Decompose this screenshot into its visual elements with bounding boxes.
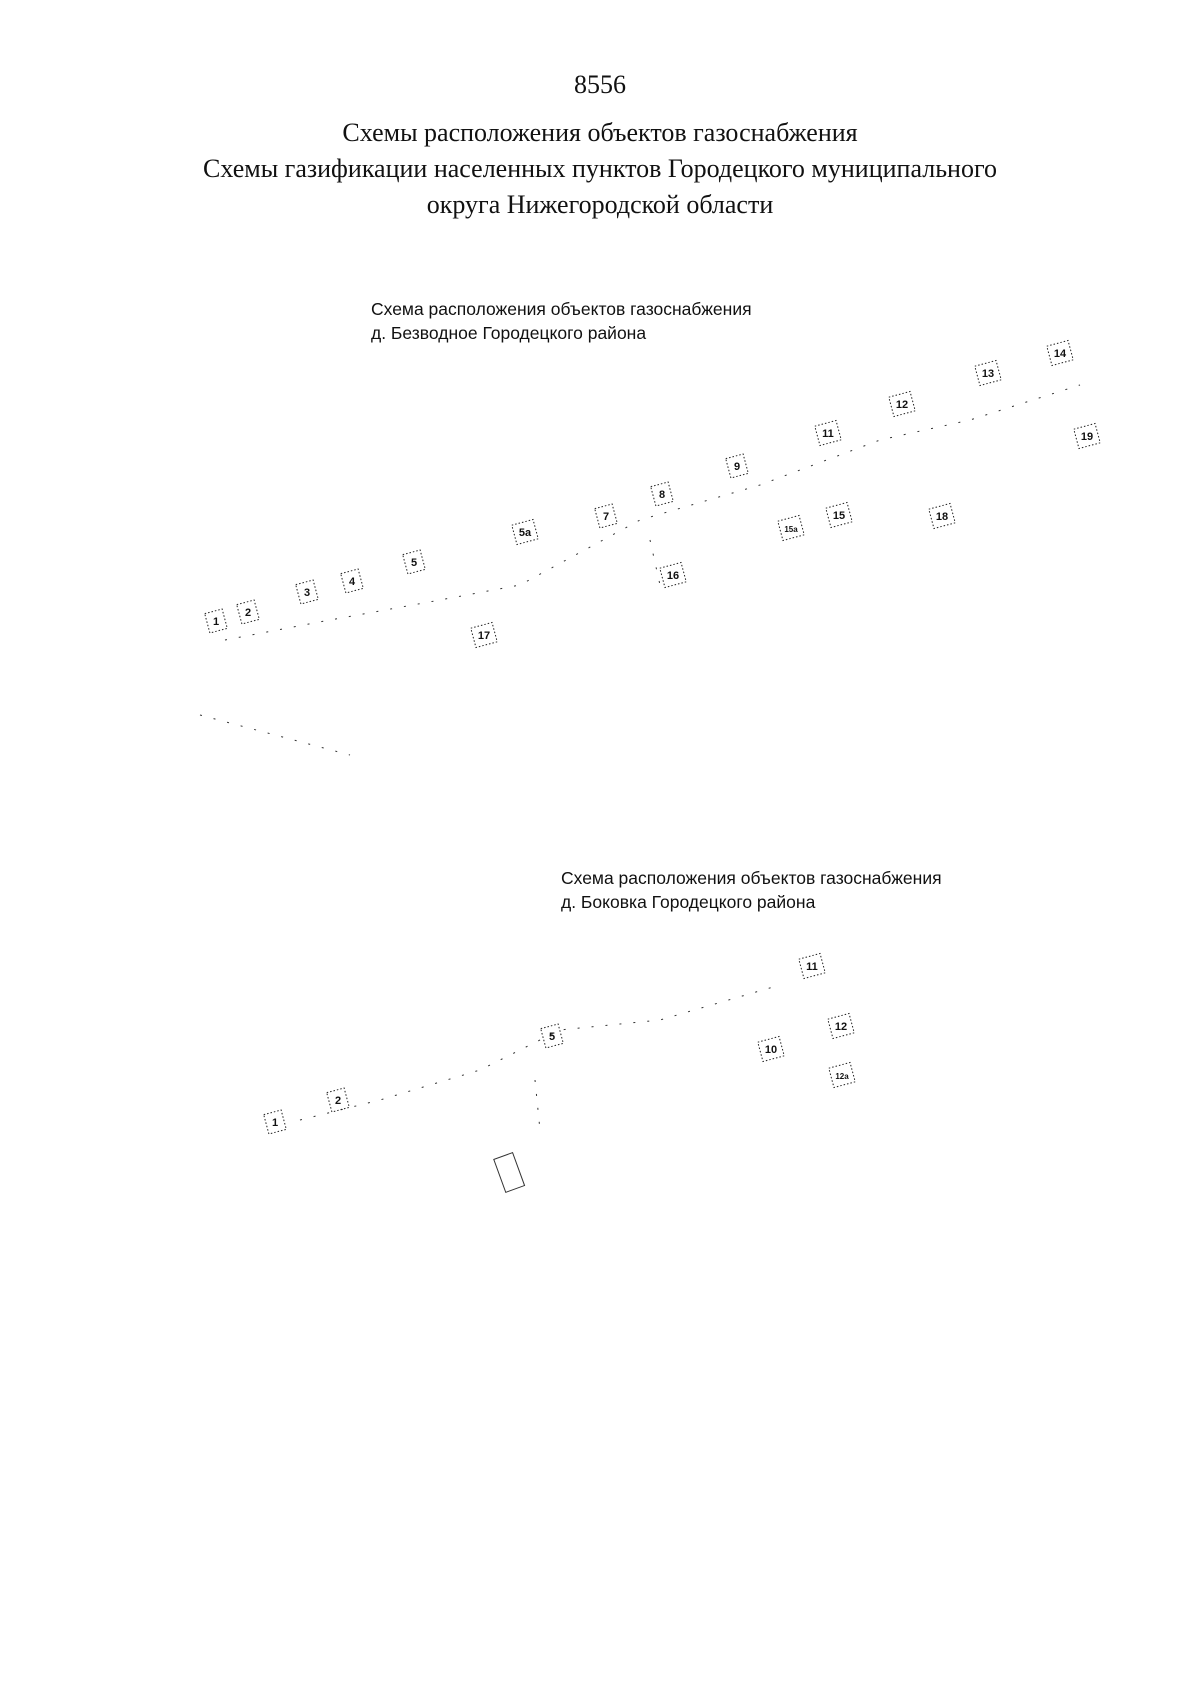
house-marker <box>205 609 228 633</box>
house-marker <box>778 515 804 540</box>
house-number: 15а <box>784 525 798 534</box>
document-heading-line-2: Схемы газификации населенных пунктов Городецкого муниципального <box>203 154 997 183</box>
document-heading-line-1: Схемы расположения объектов газоснабжения <box>342 118 858 147</box>
scheme-title-line-1: Схема расположения объектов газоснабжения <box>371 299 752 319</box>
house-number: 9 <box>733 461 741 473</box>
house-number: 18 <box>935 511 949 523</box>
house-marker <box>726 454 749 478</box>
house-marker <box>799 953 825 978</box>
house-number: 17 <box>477 630 491 642</box>
house-marker <box>1047 340 1073 365</box>
house-number: 5а <box>518 527 532 539</box>
house-marker <box>327 1088 350 1112</box>
house-number: 2 <box>334 1095 342 1107</box>
house-number: 2 <box>244 607 252 619</box>
house-number: 14 <box>1053 348 1067 360</box>
house-marker <box>828 1013 854 1038</box>
main-street-bokovka <box>300 985 780 1120</box>
main-street-bezvodnoe <box>225 385 1080 640</box>
house-marker <box>758 1036 784 1061</box>
house-marker <box>471 622 497 647</box>
page-number: 8556 <box>574 70 626 99</box>
house-number: 5 <box>410 557 418 569</box>
house-number: 7 <box>602 511 610 523</box>
house-number: 3 <box>303 587 311 599</box>
house-marker <box>660 562 686 587</box>
house-number: 4 <box>348 576 356 588</box>
house-marker <box>815 420 841 445</box>
building-outline <box>494 1153 525 1193</box>
house-marker <box>541 1024 564 1048</box>
house-marker <box>341 569 364 593</box>
house-number: 1 <box>271 1117 279 1129</box>
house-marker <box>975 360 1001 385</box>
street-lines <box>200 385 1080 1130</box>
scheme-title-line-1: Схема расположения объектов газоснабжения <box>561 868 942 888</box>
house-marker <box>296 580 319 604</box>
scheme-title-bezvodnoe <box>371 297 752 345</box>
house-marker <box>237 600 260 624</box>
houses-bezvodnoe <box>205 340 1100 647</box>
house-number: 16 <box>666 570 680 582</box>
house-number: 10 <box>764 1044 778 1056</box>
house-number: 11 <box>822 428 834 440</box>
house-marker <box>595 504 618 528</box>
scheme-title-line-2: д. Боковка Городецкого района <box>561 892 816 912</box>
scheme-title-line-2: д. Безводное Городецкого района <box>371 323 647 343</box>
side-street-bezvodnoe <box>650 540 660 585</box>
houses-bokovka <box>264 953 855 1133</box>
house-marker <box>829 1062 855 1087</box>
house-marker <box>929 503 955 528</box>
house-marker <box>826 502 852 527</box>
house-number: 19 <box>1080 431 1094 443</box>
side-street-bezvodnoe <box>200 715 350 755</box>
house-marker <box>889 391 915 416</box>
house-number: 1 <box>212 616 220 628</box>
scheme-title-bokovka <box>561 866 942 914</box>
side-street-bokovka <box>535 1080 540 1130</box>
house-number: 12 <box>834 1021 848 1033</box>
house-marker <box>403 550 426 574</box>
house-marker <box>1074 423 1100 448</box>
house-marker <box>512 519 538 544</box>
house-number: 11 <box>806 961 818 973</box>
house-number: 15 <box>832 510 846 522</box>
document-heading-line-3: округа Нижегородской области <box>426 190 774 219</box>
house-marker <box>651 482 674 506</box>
house-number: 8 <box>658 489 666 501</box>
house-number: 5 <box>548 1031 556 1043</box>
house-number: 12 <box>895 399 909 411</box>
house-number: 13 <box>981 368 995 380</box>
house-number: 12а <box>835 1072 849 1081</box>
house-marker <box>264 1110 287 1134</box>
